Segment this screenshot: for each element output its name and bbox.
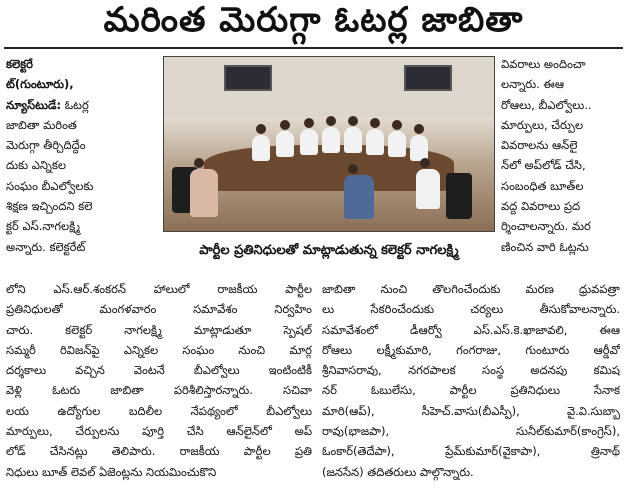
attendee — [388, 131, 406, 157]
tv-screen-left — [224, 65, 272, 91]
text-line: లోని ఎస్.ఆర్.శంకరన్ హాలులో రాజకీయ పార్టీల — [6, 282, 312, 296]
text-line: ప్రతినిధులతో మంగళవారం సమావేశం నిర్వహిం — [6, 302, 312, 317]
attendee-foreground — [416, 169, 440, 209]
attendee — [252, 135, 270, 161]
text-line: ర్శించాలన్నారు. మర — [501, 219, 591, 234]
text-line: మెరుగ్గా తీర్చిదిద్దేం — [6, 138, 86, 153]
text-line: చారు. కలెక్టర్ నాగలక్ష్మి మాట్లాడుతూ స్పెషల్ — [6, 322, 312, 337]
meeting-photo — [163, 56, 495, 232]
collector-figure — [190, 169, 218, 217]
column-right — [501, 54, 619, 279]
headline: మరింత మెరుగ్గా ఓటర్ల జాబితా — [103, 0, 524, 40]
text-line: శిక్షణ ఇచ్చిందని కలె — [6, 199, 93, 214]
text-line: న్‌లో అప్‌లోడ్ చేసి, — [501, 158, 586, 173]
text-line: వద్ద వివరాలు ప్రద — [501, 199, 581, 214]
dateline: న్యూస్‌టుడే: — [6, 97, 62, 112]
text-line: వివరాలు అందించా — [501, 57, 586, 71]
text-line: లన్నారు. ఈఆ — [501, 77, 565, 92]
column-bottom-left — [6, 279, 312, 499]
tv-screen-right — [404, 65, 452, 91]
text-line: రోఆలు లక్ష్మీకుమారి, గంగరాజు, గుంటూరు ఆర్డీవో — [322, 342, 620, 357]
text-line: రోఆలు, బీఎల్వోలు.. — [501, 97, 592, 112]
text-line: దుకు ఎన్నికల — [6, 158, 67, 173]
text-line: నర్ ఓబులేసు, పార్టీల ప్రతినిధులు సేనాక — [322, 383, 620, 398]
text-line: మారి(ఆప్), సీహెచ్.వాసు(బీఎస్పీ), వై.వి.సుబ్బా — [322, 403, 620, 418]
text-line: సంఘం బీఎల్వోలకు — [6, 178, 94, 193]
text-line: సమ్మరీ రివిజన్‌పై ఎన్నికల సంఘం నుంచి మార్గ — [6, 342, 312, 357]
text-line: శ్రీనివాసరావు, నగరపాలక సంస్థ అదనపు కమిష — [322, 363, 620, 378]
text-line: జాబితా మరింత — [6, 117, 77, 132]
text-line: క్టర్ ఎస్.నాగలక్ష్మి — [6, 219, 81, 234]
attendee — [300, 129, 318, 155]
headline-rule — [4, 47, 623, 49]
text-line: లయ ఉద్యోగుల బదిలీల నేపథ్యంలో బీఎల్వోలు — [6, 403, 312, 418]
text-line: (జనసేన) తదితరులు పాల్గొన్నారు. — [322, 464, 474, 479]
text-line: నిధులు బూత్ లెవల్ ఏజెంట్లను నియమించుకొని — [6, 464, 217, 479]
text-line: జాబితా నుంచి తొలగించేందుకు మరణ ధ్రువపత్రా — [322, 282, 620, 296]
column-left — [6, 54, 154, 279]
text-line: ఓంకార్(తెదేపా), ప్రేమ్‌కుమార్(వైకాపా), త్రినాథ్ — [322, 444, 620, 459]
photo-caption: పార్టీల ప్రతినిధులతో మాట్లాడుతున్న కలెక్టర్ నాగలక్ష్మి — [199, 243, 459, 258]
text-line: లు సేకరించేందుకు చర్యలు తీసుకోవాలన్నారు. — [322, 302, 620, 317]
column-bottom-right — [322, 279, 620, 499]
chair — [446, 173, 472, 219]
text-line: వివరాలను ఆన్‌లై — [501, 138, 578, 153]
text-line: వెళ్లి ఓటరు జాబితా పరిశీలిస్తారన్నారు. సచివా — [6, 383, 312, 398]
text-line: లోడ్ చేసినట్లు తెలిపారు. రాజకీయ పార్టీల ప్రతి — [6, 444, 312, 459]
text-line: న్యూస్‌టుడే: ఓటర్ల — [6, 97, 89, 112]
text-line: కలెక్టరే — [6, 57, 33, 71]
text-line: మార్పులు, చేర్పులను పూర్తి చేసి ఆన్‌లైన్‌లో అప్ — [6, 424, 312, 439]
text-line: సంబంధిత బూత్‌ల — [501, 178, 584, 193]
attendee — [344, 127, 362, 153]
attendee — [276, 131, 294, 157]
text-line: రావు(భాజపా), సునీల్‌కుమార్(కాంగ్రెస్), — [322, 424, 620, 439]
text-line: ణించిన వారి ఓట్లను — [501, 239, 589, 254]
attendee — [322, 127, 340, 153]
text-line: సమావేశంలో డీఆర్వో ఎస్.ఎస్.కె.ఖాజావలి, ఈఆ — [322, 322, 620, 337]
attendee — [366, 129, 384, 155]
text-line: అన్నారు. కలెక్టరేట్ — [6, 239, 86, 254]
text-line: దర్శకాలు వచ్చిన వెంటనే బీఎల్వోలు ఇంటింటికీ — [6, 363, 312, 378]
text-line: ట్(గుంటూరు), — [6, 77, 74, 92]
attendee-foreground — [344, 175, 374, 219]
text-line: మార్పులు, చేర్పుల — [501, 117, 584, 132]
